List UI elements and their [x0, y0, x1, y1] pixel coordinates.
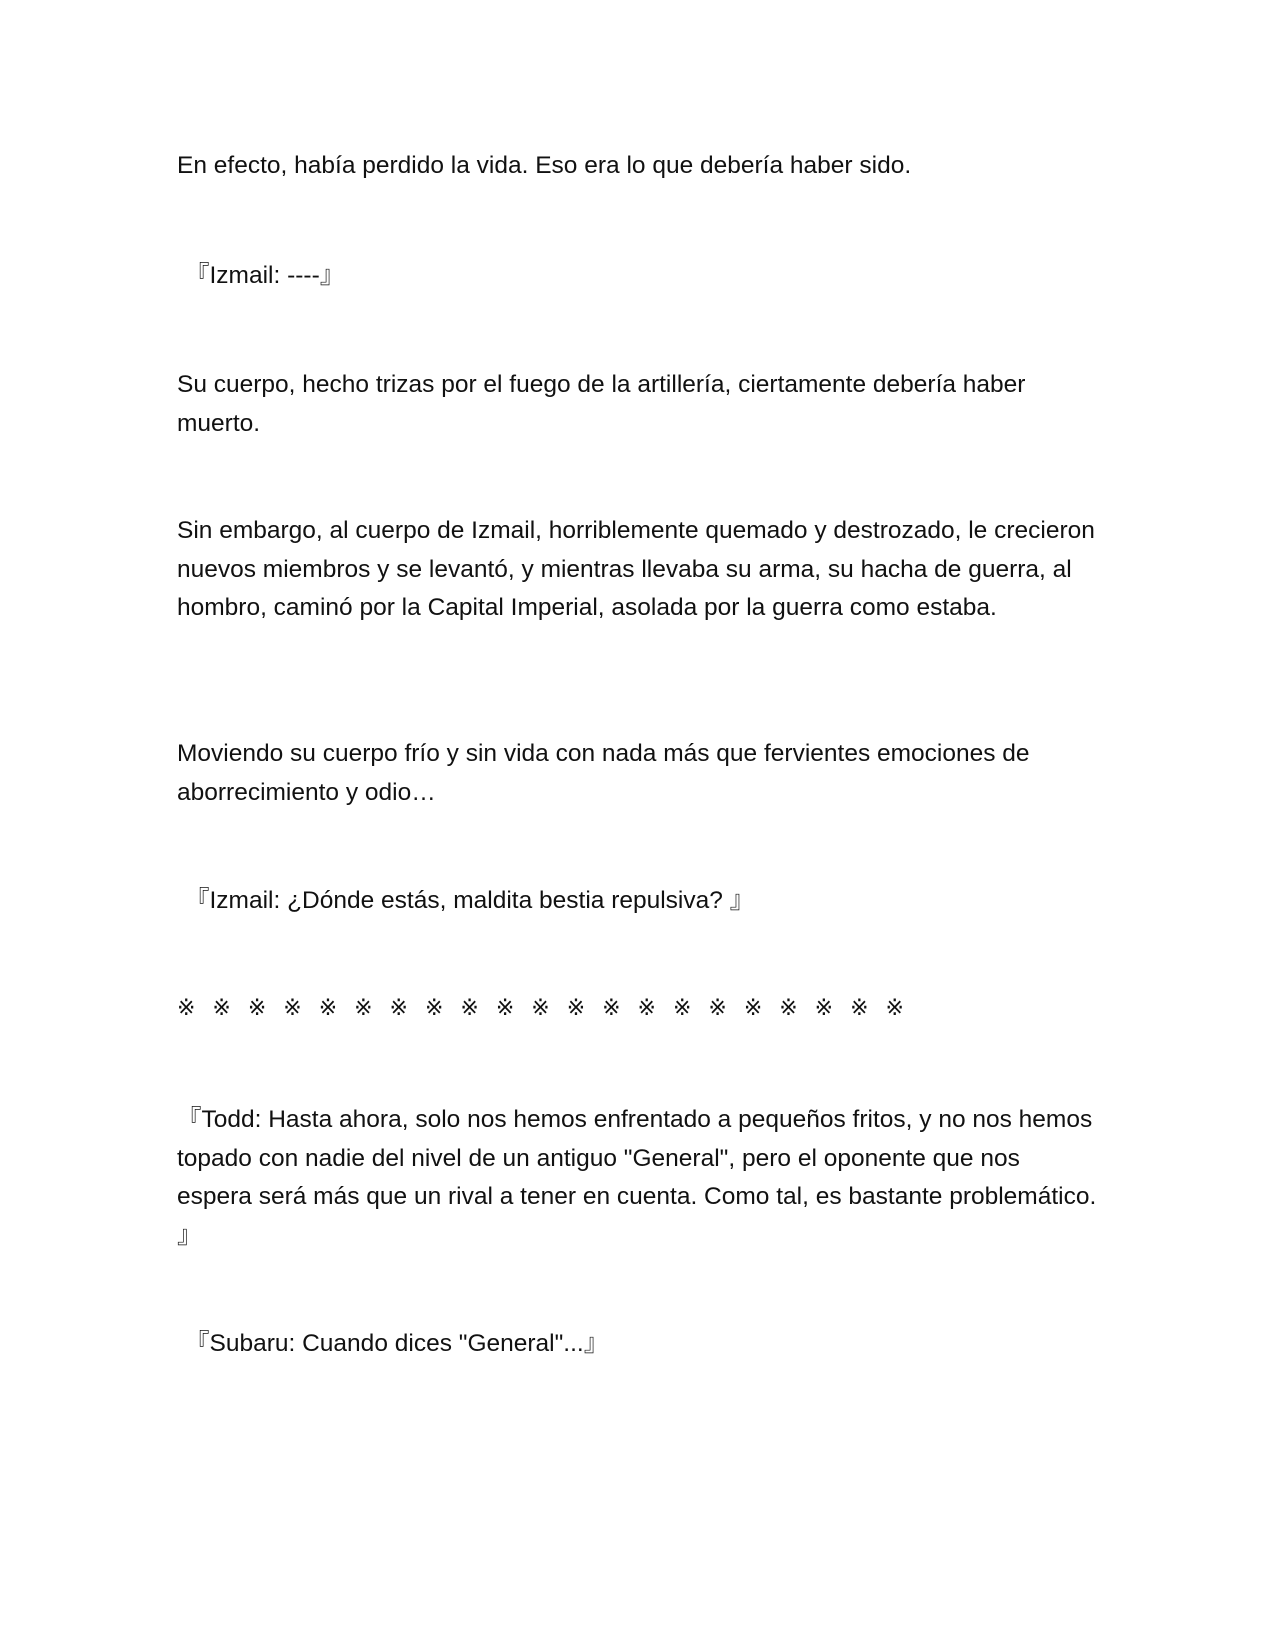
paragraph-dialogue-subaru: 『Subaru: Cuando dices "General"...』 [185, 1330, 609, 1357]
paragraph-narration-3: Sin embargo, al cuerpo de Izmail, horriblemente quemado y destrozado, le crecieron nuevos miembros y se levantó, y mientras llevaba su arma, su hacha de guerra, al hombro, caminó por la Capital Imperial, asolada por la guerra como estaba. [177, 517, 1095, 621]
paragraph-dialogue-izmail-2: 『Izmail: ¿Dónde estás, maldita bestia repulsiva? 』 [185, 887, 755, 914]
scene-separator: ※ ※ ※ ※ ※ ※ ※ ※ ※ ※ ※ ※ ※ ※ ※ ※ ※ ※ ※ ※ ※ [177, 996, 909, 1021]
paragraph-narration-4: Moviendo su cuerpo frío y sin vida con nada más que fervientes emociones de aborrecimiento y odio… [177, 740, 1030, 806]
paragraph-dialogue-izmail-1: 『Izmail: ----』 [185, 262, 345, 289]
paragraph-narration-2: Su cuerpo, hecho trizas por el fuego de la artillería, ciertamente debería haber muerto. [177, 371, 1026, 437]
paragraph-dialogue-todd: 『Todd: Hasta ahora, solo nos hemos enfrentado a pequeños fritos, y no nos hemos topado con nadie del nivel de un antiguo "General", pero el oponente que nos espera será más que un rival a tener en cuenta. Como tal, es bastante problemático. 』 [177, 1106, 1097, 1249]
paragraph-narration-1: En efecto, había perdido la vida. Eso era lo que debería haber sido. [177, 152, 912, 179]
